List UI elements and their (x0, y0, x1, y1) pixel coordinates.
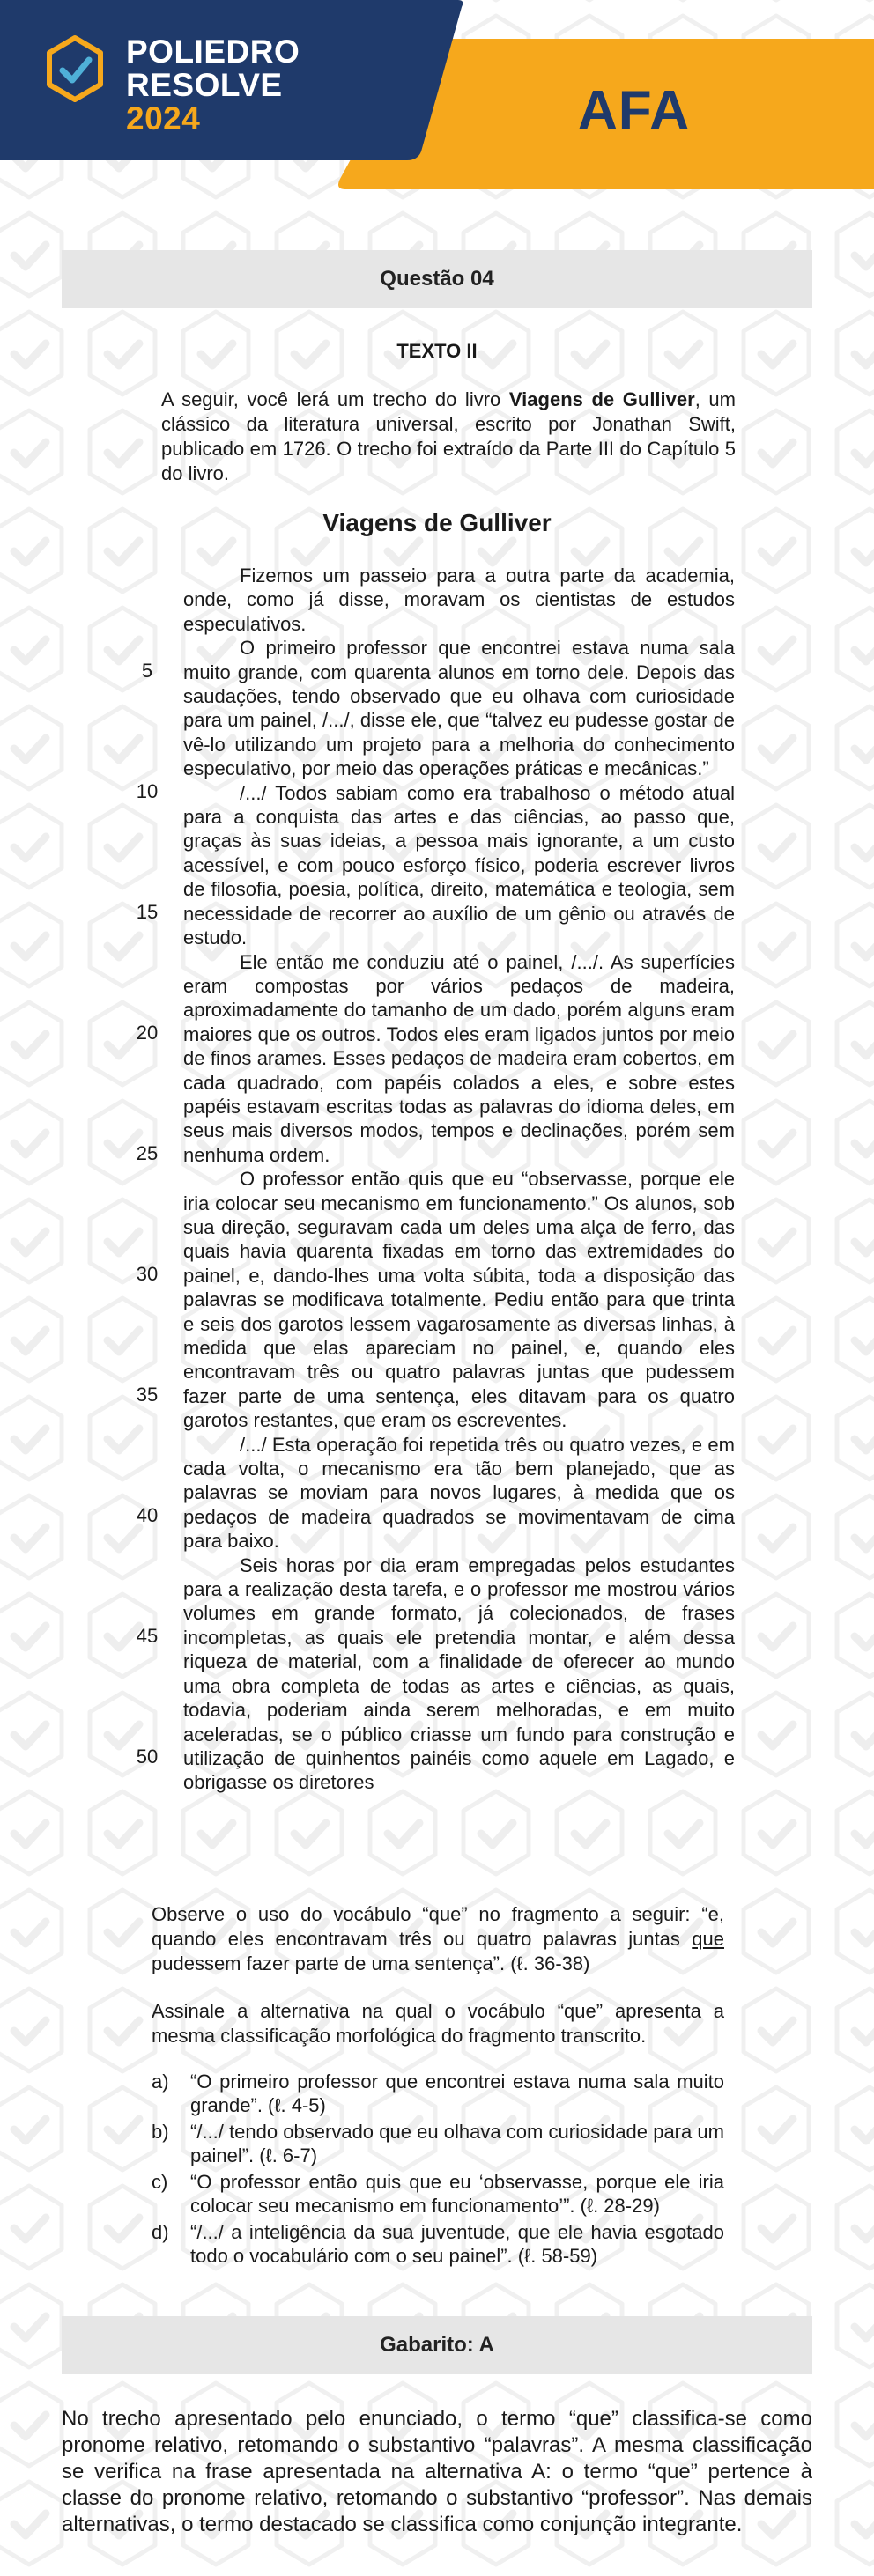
passage-paragraph: /.../ Todos sabiam como era trabalhoso o método atual para a conquista das artes e das ciências, ao passo que, graças às suas ideias, a pessoa mais ignorante, a um custo acessível, e com pouco esforço físico, poderia escrever livros de filosofia, poesia, política, direito, matemática e teologia, sem necessidade de recorrer ao auxílio de um gênio ou através de estudo. (183, 781, 735, 949)
observe-after: pudessem fazer parte de uma sentença”. (ℓ. 36-38) (152, 1952, 590, 1974)
texto-label: TEXTO II (396, 340, 478, 362)
line-number: 40 (136, 1504, 159, 1526)
line-number: 30 (136, 1263, 159, 1285)
alternatives-list (152, 2070, 724, 2270)
explanation-paragraph: No trecho apresentado pelo enunciado, o termo “que” classifica-se como pronome relativo, retomando o substantivo “palavras”. A mesma classificação se verifica na frase apresentada na alternativa A: o termo “que” pertence à classe do pronome relativo, retomando o substantivo “professor”. Nas demais alternativas, o termo destacado se classifica como conjunção integrante. (62, 2407, 812, 2536)
instruction-paragraph (152, 1999, 724, 2048)
alternative-text: “/.../ a inteligência da sua juventude, que ele havia esgotado todo o vocabulário com o seu painel”. (ℓ. 58-59) (190, 2221, 724, 2267)
observe-paragraph (152, 1902, 724, 1976)
answer-title: Gabarito: A (380, 2333, 494, 2357)
line-number: 15 (136, 901, 159, 923)
alternative-b[interactable] (152, 2120, 724, 2167)
line-number: 50 (136, 1746, 159, 1768)
alternative-a[interactable] (152, 2070, 724, 2117)
passage-paragraph: O professor então quis que eu “observasse, porque ele iria colocar seu mecanismo em funcionamento.” Os alunos, sob sua direção, seguravam cada um deles uma alça de ferro, das quais havia quarenta fixadas em torno das extremidades do painel, e, dando-lhes uma volta súbita, toda a disposição das palavras se modificava totalmente. Pediu então para que trinta e seis dos garotos lessem vagarosamente as diversas linhas, à medida que elas apareciam no painel, e, quando eles encontravam três ou quatro palavras juntas que pudessem fazer parte de uma sentença, eles ditavam para os quatro garotos restantes, que eram os escreventes. (183, 1168, 735, 1432)
check-hexagon-logo-icon (49, 38, 100, 100)
exam-name: AFA (578, 80, 690, 141)
passage-paragraph: O primeiro professor que encontrei estava numa sala muito grande, com quarenta alunos em torno dele. Depois das saudações, tendo observado que eu olhava com curiosidade para um painel, /.../, disse ele, que “talvez eu pudesse gostar de vê-lo utilizando um projeto para a melhoria do conhecimento especulativo, por meio das operações práticas e mecânicas.” (183, 637, 735, 780)
passage-paragraph: Seis horas por dia eram empregadas pelos estudantes para a realização desta tarefa, e o professor me mostrou vários volumes em grande formato, já colecionados, de frases incompletas, as quais ele pretendia montar, e além dessa riqueza de material, com a finalidade de oferecer ao mundo uma obra completa de todas as artes e ciências, as quais, todavia, poderiam ainda serem melhoradas, e em muito aceleradas, se o público criasse um fundo para construção e utilização de quinhentos painéis como aquele em Lagado, e obrigasse os diretores (183, 1554, 735, 1794)
alternative-letter: d) (152, 2221, 169, 2243)
intro-book-title: Viagens de Gulliver (508, 388, 695, 410)
question-title-bar (62, 250, 812, 308)
passage-title: Viagens de Gulliver (322, 509, 552, 536)
header (0, 0, 874, 189)
alternative-c[interactable] (152, 2170, 724, 2218)
alternative-text: “/.../ tendo observado que eu olhava com curiosidade para um painel”. (ℓ. 6-7) (190, 2121, 724, 2166)
instruction-text: Assinale a alternativa na qual o vocábulo “que” apresenta a mesma classificação morfológica do fragmento transcrito. (152, 2000, 724, 2047)
brand-line1: POLIEDRO (126, 33, 300, 70)
question-title: Questão 04 (380, 267, 494, 291)
passage-paragraph: Ele então me conduziu até o painel, /.../. As superfícies eram compostas por vários pedaços de madeira, aproximadamente do tamanho de um dado, porém alguns eram maiores que os outros. Todos eles eram ligados juntos por meio de finos arames. Esses pedaços de madeira eram cobertos, em cada quadrado, com papéis colados a eles, e sobre estes papéis estavam escritas todas as palavras do idioma deles, em seus mais diversos modos, tempos e declinações, porém sem nenhuma ordem. (183, 950, 735, 1166)
line-number: 25 (136, 1142, 159, 1164)
answer-bar (62, 2316, 812, 2374)
observe-underlined: que (692, 1928, 724, 1950)
brand-logo (126, 35, 300, 136)
line-number: 35 (136, 1384, 159, 1406)
line-number: 10 (136, 780, 159, 802)
brand-year: 2024 (126, 100, 201, 137)
passage (183, 564, 735, 1795)
line-number: 20 (136, 1022, 159, 1044)
alternative-letter: a) (152, 2070, 169, 2093)
line-number: 45 (136, 1625, 159, 1647)
intro-before: A seguir, você lerá um trecho do livro (161, 388, 509, 410)
observe-text (152, 1902, 724, 1976)
passage-paragraph: Fizemos um passeio para a outra parte da academia, onde, como já disse, moravam os cientistas de estudos especulativos. (183, 565, 735, 635)
alternative-letter: c) (152, 2171, 168, 2193)
observe-before: Observe o uso do vocábulo “que” no fragmento a seguir: “e, quando eles encontravam três ou quatro palavras juntas (152, 1903, 724, 1950)
alternative-letter: b) (152, 2121, 169, 2143)
intro-after: , um clássico da literatura universal, escrito por Jonathan Swift, publicado em 1726. O trecho foi extraído da Parte III do Capítulo 5 do livro. (161, 388, 736, 484)
alternative-text: “O primeiro professor que encontrei estava numa sala muito grande”. (ℓ. 4-5) (190, 2070, 724, 2116)
passage-paragraph: /.../ Esta operação foi repetida três ou quatro vezes, e em cada volta, o mecanismo era tão bem planejado, que as palavras se moviam para novos lugares, à medida que os pedaços de madeira quadrados se movimentavam de cima para baixo. (183, 1433, 735, 1553)
alternative-text: “O professor então quis que eu ‘observasse, porque ele iria colocar seu mecanismo em funcionamento’”. (ℓ. 28-29) (190, 2171, 724, 2217)
line-number: 5 (141, 660, 153, 682)
alternative-d[interactable] (152, 2220, 724, 2268)
brand-line2: RESOLVE (126, 67, 283, 103)
intro-paragraph (161, 388, 736, 486)
